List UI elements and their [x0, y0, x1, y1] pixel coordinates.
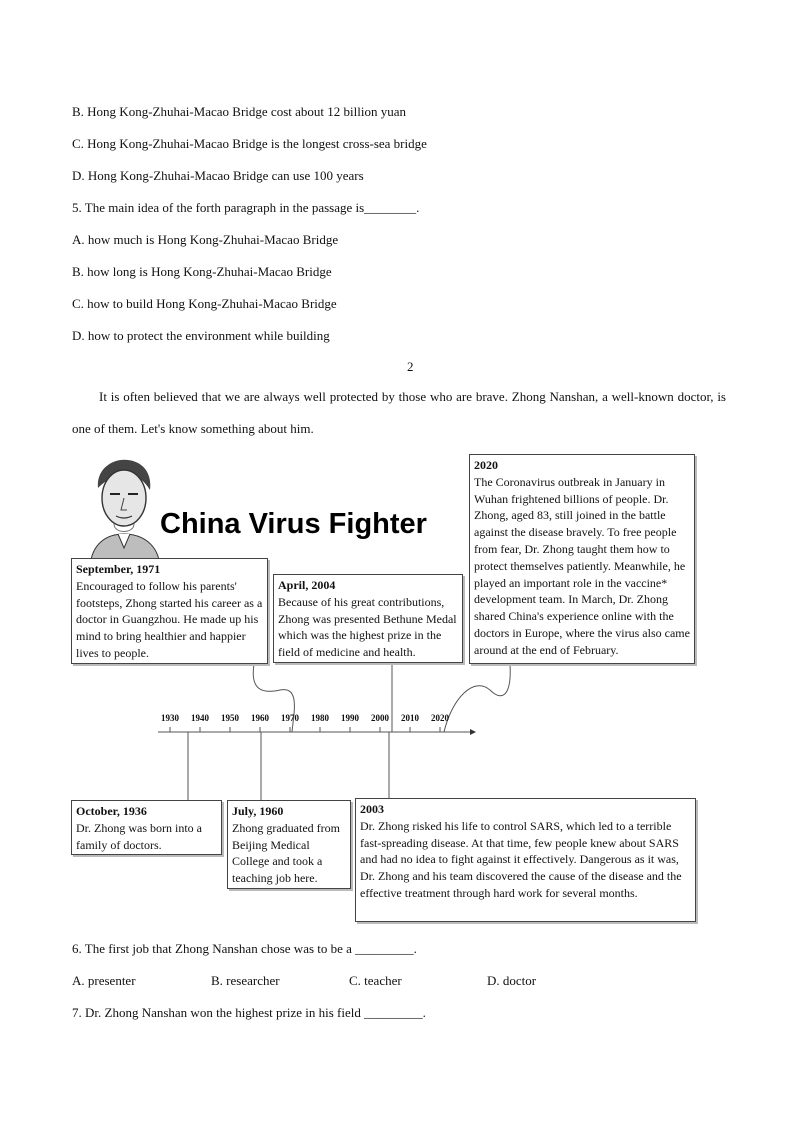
event-text: Dr. Zhong was born into a family of doctors.: [76, 820, 202, 852]
poster-title: China Virus Fighter: [160, 508, 427, 540]
event-date: September, 1971: [76, 562, 161, 576]
year-label-1950: 1950: [221, 713, 239, 723]
q5-option-c: C. how to build Hong Kong-Zhuhai-Macao Bridge: [72, 296, 337, 311]
question-6: 6. The first job that Zhong Nanshan chose was to be a _________.: [72, 941, 417, 956]
event-date: 2003: [360, 802, 384, 816]
year-label-2020: 2020: [431, 713, 449, 723]
q6-option-b: B. researcher: [211, 973, 280, 988]
event-date: 2020: [474, 458, 498, 472]
year-label-1940: 1940: [191, 713, 209, 723]
event-date: October, 1936: [76, 804, 147, 818]
year-label-1990: 1990: [341, 713, 359, 723]
year-label-1980: 1980: [311, 713, 329, 723]
connector-2020: [444, 664, 510, 732]
event-box-oct-1936: [71, 800, 222, 855]
option-b: B. Hong Kong-Zhuhai-Macao Bridge cost about 12 billion yuan: [72, 104, 406, 119]
q5-option-b: B. how long is Hong Kong-Zhuhai-Macao Bridge: [72, 264, 332, 279]
q6-option-c: C. teacher: [349, 973, 402, 988]
timeline-arrow-icon: [470, 729, 476, 735]
event-date: July, 1960: [232, 804, 284, 818]
question-7: 7. Dr. Zhong Nanshan won the highest prize in his field _________.: [72, 1005, 426, 1020]
event-date: April, 2004: [278, 578, 336, 592]
q5-option-d: D. how to protect the environment while building: [72, 328, 330, 343]
intro-paragraph: It is often believed that we are always well protected by those who are brave. Zhong Nanshan, a well-known doctor, is one of them. Let's know something about him.: [72, 389, 726, 436]
event-box-apr-2004: [273, 574, 463, 663]
q6-option-d: D. doctor: [487, 973, 537, 988]
portrait-sketch-icon: [84, 454, 164, 566]
q6-option-a: A. presenter: [72, 973, 136, 988]
option-c: C. Hong Kong-Zhuhai-Macao Bridge is the longest cross-sea bridge: [72, 136, 427, 151]
event-text: The Coronavirus outbreak in January in Wuhan frightened billions of people. Dr. Zhong, aged 83, still joined in the battle against the disease bravely. To free people from fear, Dr. Zhong taught them how to protect themselves patiently. Meanwhile, he played an important role in the vaccine* development team. In March, Dr. Zhong shared China's experience online with the doctors in Europe, where the virus also came around at the end of February.: [474, 474, 690, 657]
year-label-2000: 2000: [371, 713, 389, 723]
event-text: Zhong graduated from Beijing Medical College and took a teaching job here.: [232, 820, 340, 886]
year-label-1970: 1970: [281, 713, 299, 723]
event-text: Because of his great contributions, Zhong was presented Bethune Medal which was the highest prize in the field of medicine and health.: [278, 594, 457, 660]
event-box-2003: [355, 798, 696, 922]
event-box-sep-1971: [71, 558, 268, 664]
option-d: D. Hong Kong-Zhuhai-Macao Bridge can use 100 years: [72, 168, 364, 183]
year-label-2010: 2010: [401, 713, 419, 723]
q5-option-a: A. how much is Hong Kong-Zhuhai-Macao Bridge: [72, 232, 339, 247]
event-box-2020: [469, 454, 695, 664]
event-text: Encouraged to follow his parents' footsteps, Zhong started his career as a doctor in Guangzhou. He made up his mind to bring healthier and happier lives to people.: [76, 578, 263, 660]
section-number: 2: [407, 359, 414, 374]
year-label-1960: 1960: [251, 713, 269, 723]
year-label-1930: 1930: [161, 713, 179, 723]
question-5: 5. The main idea of the forth paragraph in the passage is________.: [72, 200, 420, 215]
event-box-jul-1960: [227, 800, 351, 889]
event-text: Dr. Zhong risked his life to control SARS, which led to a terrible fast-spreading disease. At that time, few people knew about SARS and had no idea to fight against it effectively. Dangerous as it was, Dr. Zhong and his team discovered the cause of the disease and the effective treatment through hard work for several months.: [360, 818, 682, 900]
